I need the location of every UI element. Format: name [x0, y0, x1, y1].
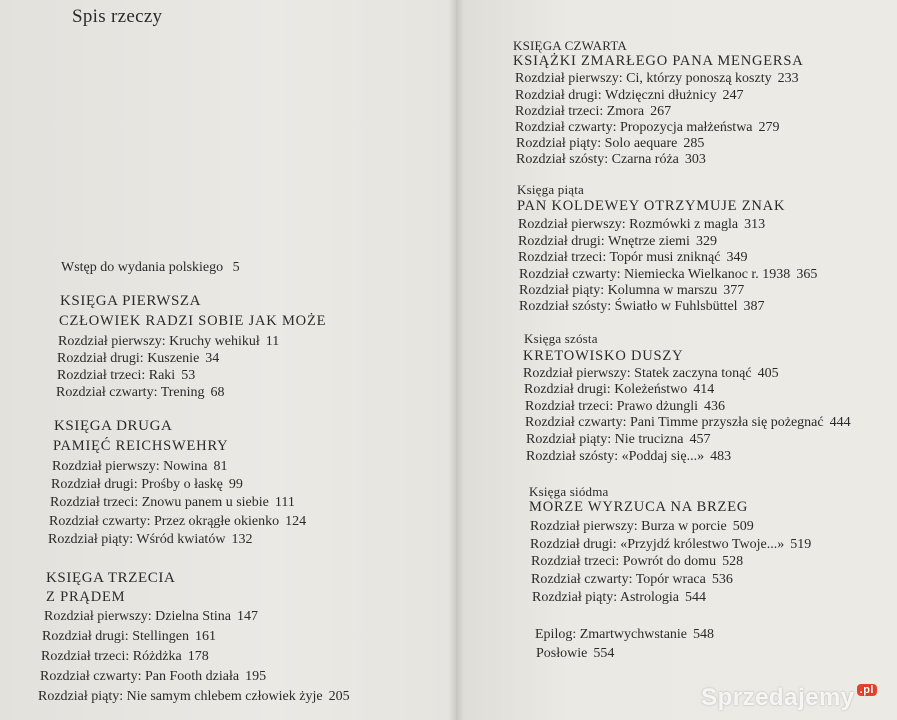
chapter-title: Rozdział pierwszy: Nowina [52, 459, 208, 474]
chapter-title: Rozdział trzeci: Raki [57, 368, 176, 383]
book-3-chapter-5 [38, 688, 350, 705]
chapter-title: Rozdział trzeci: Prawo dżungli [525, 399, 698, 414]
book-7-label: Księga siódma [529, 484, 609, 499]
book-1-chapter-1 [58, 333, 279, 350]
chapter-title: Rozdział trzeci: Powrót do domu [531, 554, 717, 569]
book-4-chapter-5 [516, 135, 704, 152]
chapter-title: Rozdział pierwszy: Dzielna Stina [44, 609, 231, 624]
chapter-page: 405 [757, 366, 779, 381]
chapter-page: 267 [650, 104, 672, 119]
chapter-page: 233 [777, 71, 799, 86]
book-6-chapter-3 [525, 398, 725, 415]
watermark-logo [701, 684, 877, 712]
chapter-page: 436 [704, 399, 725, 414]
chapter-page: 377 [723, 283, 745, 298]
chapter-page: 68 [210, 385, 225, 400]
book-6-chapter-6 [526, 448, 731, 465]
book-6-chapter-2 [524, 381, 714, 398]
chapter-title: Rozdział czwarty: Topór wraca [531, 572, 706, 587]
chapter-page: 34 [205, 351, 220, 366]
book-4-chapter-6 [516, 151, 706, 168]
chapter-page: 349 [726, 250, 748, 265]
chapter-page: 414 [693, 382, 715, 397]
entry-page: 548 [693, 627, 715, 642]
chapter-page: 285 [683, 136, 705, 151]
book-2-label: KSIĘGA DRUGA [54, 418, 173, 434]
chapter-page: 528 [722, 554, 744, 569]
entry-page: 5 [232, 260, 240, 275]
chapter-page: 279 [758, 120, 780, 135]
chapter-title: Rozdział piąty: Astrologia [532, 590, 679, 605]
entry-title: Posłowie [536, 646, 588, 661]
book-5-chapter-6 [519, 298, 765, 315]
chapter-page: 387 [743, 299, 765, 314]
chapter-title: Rozdział szósty: Światło w Fuhlsbüttel [519, 299, 738, 314]
chapter-title: Rozdział szósty: «Poddaj się...» [526, 449, 705, 464]
book-3-chapter-4 [40, 668, 266, 685]
book-2-chapter-3 [50, 494, 295, 511]
chapter-title: Rozdział piąty: Nie trucizna [526, 432, 684, 447]
book-7-chapter-5 [532, 589, 706, 606]
book-3-chapter-2 [42, 628, 216, 645]
book-2-chapter-4 [49, 513, 306, 530]
chapter-page: 99 [228, 477, 243, 492]
toc-title: Spis rzeczy [72, 6, 163, 27]
book-2-subtitle: PAMIĘĆ REICHSWEHRY [53, 438, 229, 454]
intro-entry [61, 259, 240, 276]
chapter-title: Rozdział trzeci: Topór musi zniknąć [518, 250, 721, 265]
chapter-page: 81 [213, 459, 228, 474]
book-2-chapter-1 [52, 458, 228, 475]
book-3-chapter-1 [44, 608, 258, 625]
chapter-page: 178 [187, 649, 209, 664]
book-3-label: KSIĘGA TRZECIA [46, 570, 176, 586]
watermark-text: Sprzedajemy [701, 684, 855, 711]
book-7-chapter-4 [531, 571, 733, 588]
chapter-title: Rozdział pierwszy: Statek zaczyna tonąć [523, 366, 752, 381]
book-2-chapter-5 [48, 531, 252, 548]
entry-page: 554 [593, 646, 615, 661]
book-4-chapter-3 [515, 103, 671, 120]
chapter-title: Rozdział szósty: Czarna róża [516, 152, 679, 167]
poslowie-entry [536, 645, 614, 662]
book-6-chapter-1 [523, 365, 779, 382]
chapter-page: 205 [328, 689, 350, 704]
chapter-title: Rozdział piąty: Nie samym chlebem człowiek żyje [38, 689, 323, 704]
chapter-title: Rozdział drugi: Wnętrze ziemi [518, 234, 690, 249]
chapter-title: Rozdział pierwszy: Ci, którzy ponoszą koszty [515, 71, 772, 86]
entry-title: Wstęp do wydania polskiego [61, 260, 224, 275]
chapter-page: 444 [829, 415, 851, 430]
chapter-title: Rozdział pierwszy: Burza w porcie [530, 519, 727, 534]
chapter-title: Rozdział piąty: Solo aequare [516, 136, 678, 151]
book-5-subtitle: PAN KOLDEWEY OTRZYMUJE ZNAK [517, 198, 786, 214]
chapter-page: 147 [237, 609, 258, 624]
book-5-chapter-3 [518, 249, 747, 266]
book-5-chapter-2 [518, 233, 717, 250]
book-4-chapter-4 [515, 119, 780, 136]
book-6-chapter-4 [525, 414, 851, 431]
book-7-chapter-3 [531, 553, 743, 570]
chapter-page: 195 [245, 669, 267, 684]
chapter-title: Rozdział czwarty: Propozycja małżeństwa [515, 120, 753, 135]
chapter-title: Rozdział piąty: Kolumna w marszu [519, 283, 718, 298]
book-1-subtitle: CZŁOWIEK RADZI SOBIE JAK MOŻE [59, 313, 327, 329]
chapter-page: 132 [231, 532, 253, 547]
chapter-title: Rozdział drugi: Kuszenie [57, 351, 200, 366]
chapter-title: Rozdział drugi: Stellingen [42, 629, 189, 644]
book-5-chapter-5 [519, 282, 744, 299]
book-6-label: Księga szósta [524, 331, 598, 346]
chapter-title: Rozdział pierwszy: Kruchy wehikuł [58, 334, 260, 349]
book-1-label: KSIĘGA PIERWSZA [60, 293, 202, 309]
chapter-page: 329 [695, 234, 717, 249]
book-6-subtitle: KRETOWISKO DUSZY [523, 348, 684, 364]
book-gutter [448, 0, 464, 720]
chapter-page: 509 [732, 519, 754, 534]
chapter-title: Rozdział czwarty: Trening [56, 385, 205, 400]
book-1-chapter-3 [57, 367, 195, 384]
watermark-badge: .pl [857, 684, 877, 696]
chapter-page: 313 [744, 217, 766, 232]
book-1-chapter-2 [57, 350, 219, 367]
book-5-chapter-1 [518, 216, 765, 233]
chapter-title: Rozdział czwarty: Niemiecka Wielkanoc r. 1938 [519, 267, 791, 282]
book-7-chapter-1 [530, 518, 754, 535]
book-4-label: KSIĘGA CZWARTA [513, 38, 628, 53]
book-7-subtitle: MORZE WYRZUCA NA BRZEG [529, 499, 749, 515]
book-6-chapter-5 [526, 431, 710, 448]
chapter-title: Rozdział piąty: Wśród kwiatów [48, 532, 226, 547]
chapter-title: Rozdział drugi: Prośby o łaskę [51, 477, 223, 492]
chapter-page: 111 [274, 495, 295, 510]
chapter-title: Rozdział drugi: Koleżeństwo [524, 382, 688, 397]
book-5-label: Księga piąta [517, 182, 585, 197]
book-7-chapter-2 [530, 536, 811, 553]
book-4-chapter-1 [515, 70, 799, 87]
chapter-page: 544 [684, 590, 706, 605]
epilog-entry [535, 626, 714, 643]
book-3-chapter-3 [41, 648, 209, 665]
chapter-page: 303 [684, 152, 706, 167]
chapter-title: Rozdział drugi: «Przyjdź królestwo Twoje...» [530, 537, 785, 552]
chapter-page: 483 [710, 449, 732, 464]
chapter-title: Rozdział czwarty: Pan Footh działa [40, 669, 240, 684]
chapter-page: 124 [285, 514, 307, 529]
chapter-title: Rozdział czwarty: Przez okrągłe okienko [49, 514, 280, 529]
chapter-page: 247 [722, 88, 744, 103]
book-4-chapter-2 [515, 87, 744, 104]
chapter-title: Rozdział drugi: Wdzięczni dłużnicy [515, 88, 717, 103]
book-1-chapter-4 [56, 384, 225, 401]
chapter-title: Rozdział trzeci: Różdżka [41, 649, 182, 664]
chapter-title: Rozdział trzeci: Zmora [515, 104, 645, 119]
chapter-title: Rozdział pierwszy: Rozmówki z magla [518, 217, 739, 232]
book-2-chapter-2 [51, 476, 243, 493]
book-4-subtitle: KSIĄŻKI ZMARŁEGO PANA MENGERSA [513, 53, 804, 69]
book-5-chapter-4 [519, 266, 817, 283]
chapter-page: 536 [711, 572, 733, 587]
entry-title: Epilog: Zmartwychwstanie [535, 627, 688, 642]
chapter-page: 11 [265, 334, 280, 349]
chapter-page: 53 [181, 368, 196, 383]
chapter-page: 519 [790, 537, 812, 552]
chapter-page: 365 [796, 267, 818, 282]
book-3-subtitle: Z PRĄDEM [46, 589, 126, 605]
chapter-page: 161 [194, 629, 216, 644]
chapter-title: Rozdział trzeci: Znowu panem u siebie [50, 495, 269, 510]
chapter-page: 457 [689, 432, 711, 447]
chapter-title: Rozdział czwarty: Pani Timme przyszła się pożegnać [525, 415, 824, 430]
